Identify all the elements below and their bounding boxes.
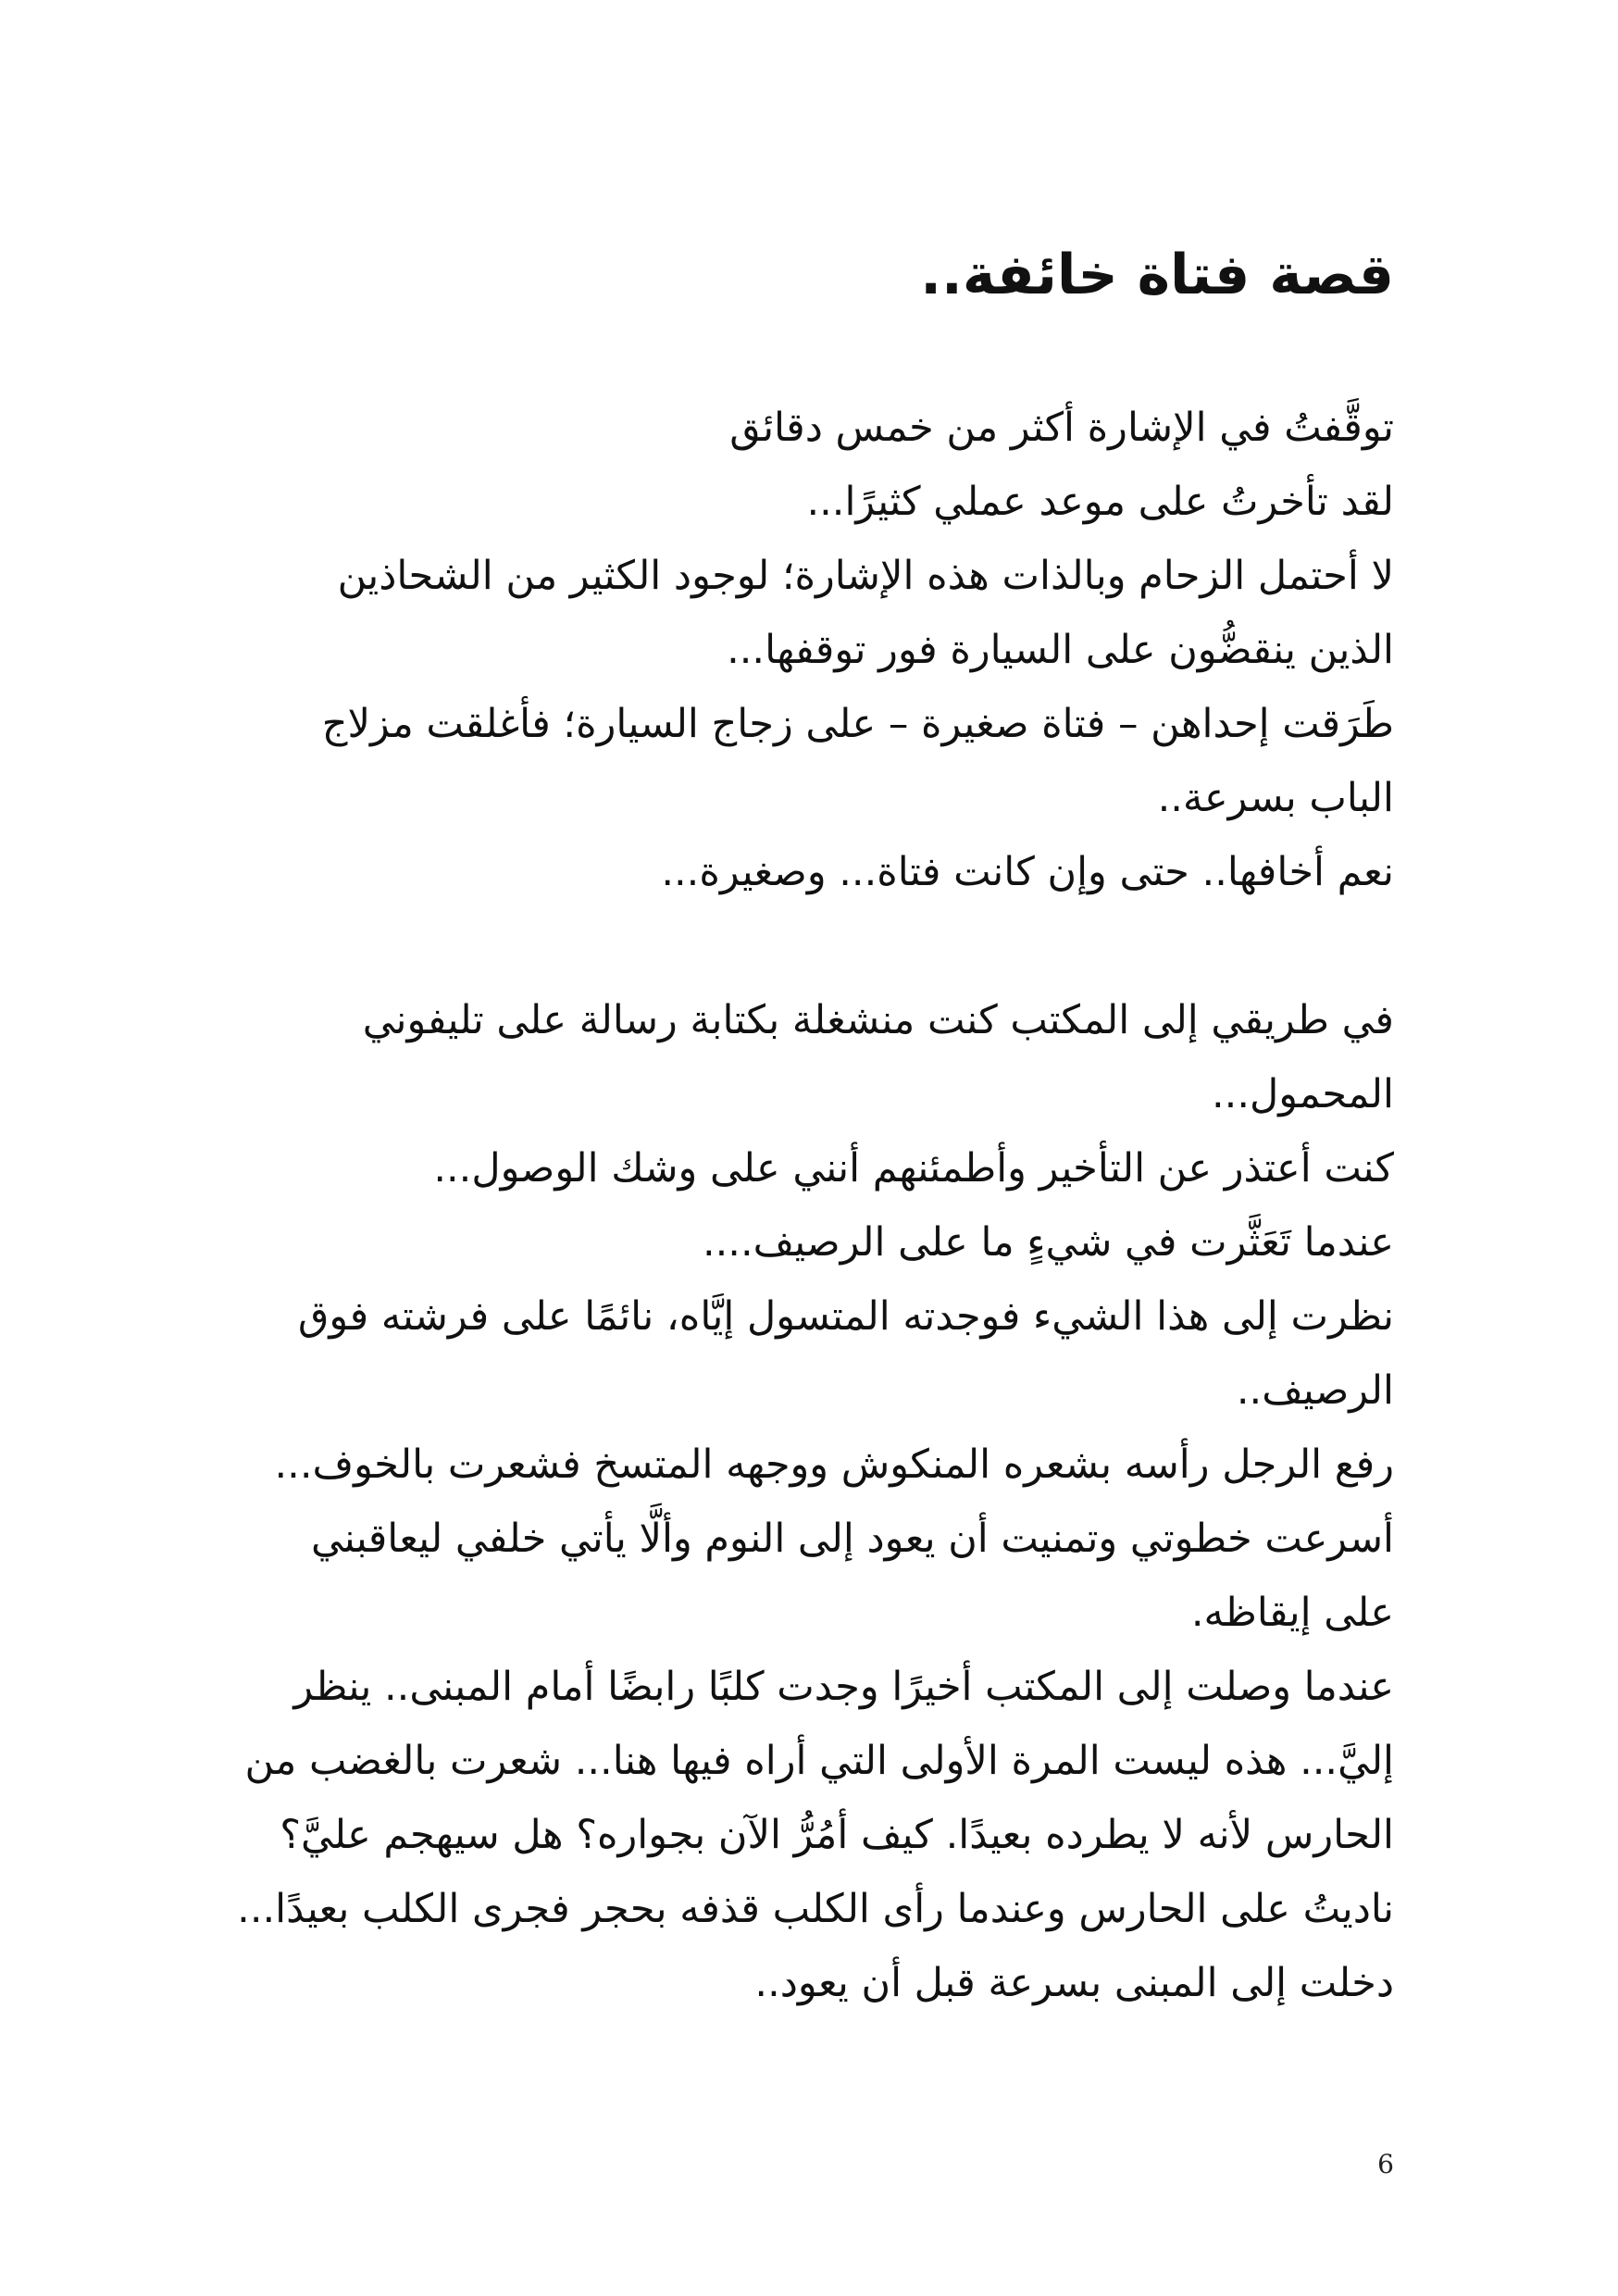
text-line: توقَّفتُ في الإشارة أكثر من خمس دقائق — [729, 405, 1394, 451]
text-line: أسرعت خطوتي وتمنيت أن يعود إلى النوم وألَّا يأتي خلفي ليعاقبني — [310, 1516, 1394, 1562]
text-line: نعم أخافها.. حتى وإن كانت فتاة... وصغيرة... — [661, 849, 1394, 895]
text-line: لا أحتمل الزحام وبالذات هذه الإشارة؛ لوجود الكثير من الشحاذين — [337, 553, 1394, 599]
text-line: الذين ينقضُّون على السيارة فور توقفها... — [727, 627, 1394, 673]
text-line: ناديتُ على الحارس وعندما رأى الكلب قذفه بحجر فجرى الكلب بعيدًا... — [237, 1886, 1394, 1932]
text-line: طَرَقت إحداهن – فتاة صغيرة – على زجاج السيارة؛ فأغلقت مزلاج — [321, 701, 1394, 747]
text-line: في طريقي إلى المكتب كنت منشغلة بكتابة رسالة على تليفوني — [362, 997, 1394, 1043]
text-line: الرصيف.. — [1236, 1367, 1394, 1414]
text-line: دخلت إلى المبنى بسرعة قبل أن يعود.. — [754, 1960, 1394, 2006]
story-body — [228, 391, 1394, 2020]
page-number: 6 — [1377, 2149, 1394, 2179]
text-line: لقد تأخرتُ على موعد عملي كثيرًا... — [806, 479, 1394, 525]
text-line: نظرت إلى هذا الشيء فوجدته المتسول إيَّاه، نائمًا على فرشته فوق — [298, 1293, 1394, 1340]
text-line: عندما وصلت إلى المكتب أخيرًا وجدت كلبًا رابضًا أمام المبنى.. ينظر — [293, 1664, 1394, 1710]
text-line: الحارس لأنه لا يطرده بعيدًا. كيف أمُرُّ الآن بجواره؟ هل سيهجم عليَّ؟ — [280, 1812, 1394, 1858]
text-line: عندما تَعَثَّرت في شيءٍ ما على الرصيف.... — [702, 1219, 1394, 1266]
text-line: إليَّ... هذه ليست المرة الأولى التي أراه فيها هنا... شعرت بالغضب من — [244, 1738, 1394, 1784]
text-line: المحمول... — [1212, 1071, 1394, 1117]
text-line: رفع الرجل رأسه بشعره المنكوش ووجهه المتسخ فشعرت بالخوف... — [274, 1441, 1394, 1488]
paragraph-gap — [228, 909, 1394, 983]
text-line: على إيقاظه. — [1190, 1590, 1394, 1636]
text-line: كنت أعتذر عن التأخير وأطمئنهم أنني على وشك الوصول... — [433, 1145, 1394, 1192]
paragraph-2 — [228, 983, 1394, 2020]
text-line: الباب بسرعة.. — [1157, 775, 1394, 821]
story-title: قصة فتاة خائفة.. — [920, 243, 1394, 307]
paragraph-1 — [228, 391, 1394, 909]
